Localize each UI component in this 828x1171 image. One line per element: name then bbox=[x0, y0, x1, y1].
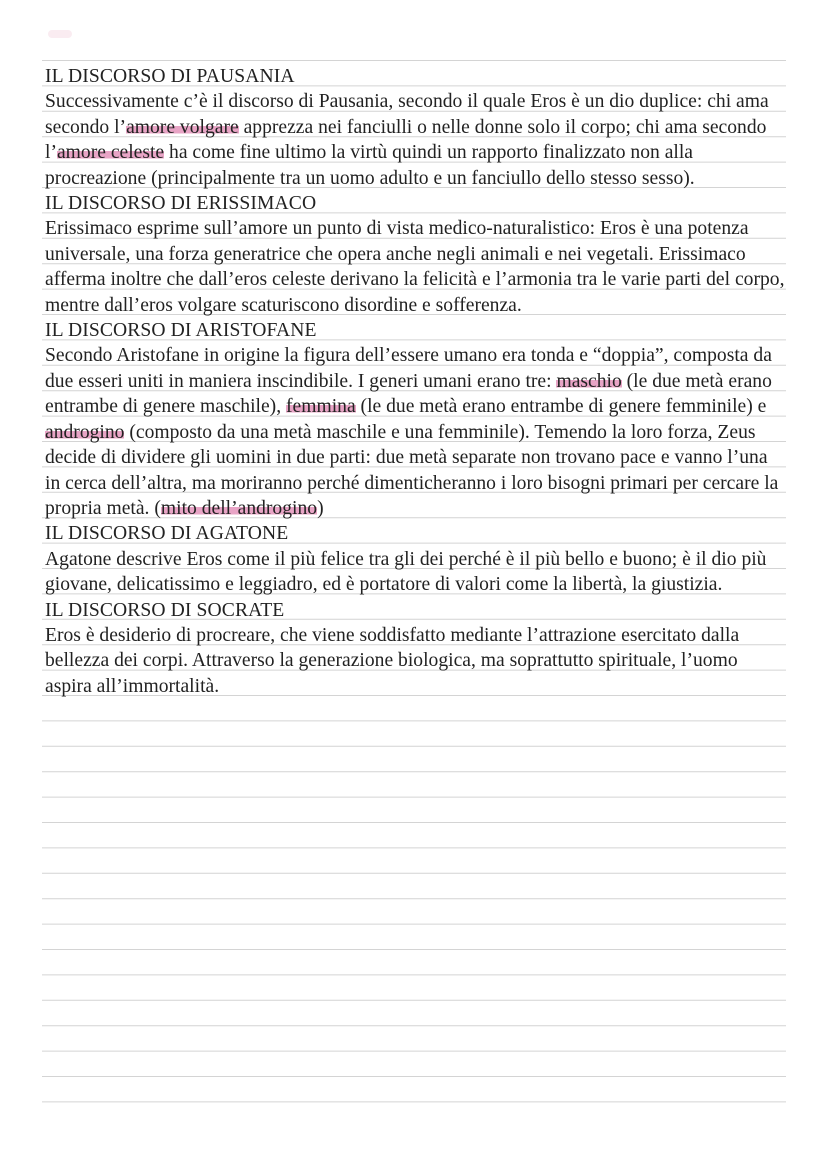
highlight-amore-celeste: amore celeste bbox=[56, 142, 165, 164]
text-segment: ) bbox=[317, 497, 324, 519]
text-segment: Successivamente c’è il discorso di Pausania, secondo il quale Eros è un dio duplice: chi ama secondo l’ bbox=[45, 91, 769, 138]
heading-agatone: IL DISCORSO DI AGATONE bbox=[45, 523, 289, 545]
highlight-androgino: androgino bbox=[45, 421, 125, 443]
text-segment: ha come fine ultimo la virtù quindi un rapporto finalizzato non alla procreazione (principalmente tra un uomo adulto e un fanciullo dello stesso sesso). bbox=[45, 142, 695, 189]
highlight-mito-androgino: mito dell’androgino bbox=[160, 497, 318, 519]
heading-aristofane: IL DISCORSO DI ARISTOFANE bbox=[45, 320, 317, 342]
notes-body bbox=[45, 64, 785, 699]
text-segment: Secondo Aristofane in origine la figura dell’essere umano era tonda e “doppia”, composta da due esseri uniti in maniera inscindibile. I generi umani erano tre: bbox=[45, 345, 772, 392]
paragraph-agatone: Agatone descrive Eros come il più felice tra gli dei perché è il più bello e buono; è il dio più giovane, delicatissimo e leggiadro, ed è portatore di valori come la libertà, la giustizia. bbox=[45, 548, 767, 596]
highlight-femmina: femmina bbox=[286, 396, 356, 418]
text-segment: (composto da una metà maschile e una femminile). Temendo la loro forza, Zeus decide di dividere gli uomini in due parti: due metà separate non trovano pace e vanno l’una in cerca dell’altra, ma moriranno perché dimenticheranno i loro bisogni primari per cercare la propria metà. ( bbox=[45, 421, 779, 519]
heading-pausania: IL DISCORSO DI PAUSANIA bbox=[45, 66, 295, 87]
heading-erissimaco: IL DISCORSO DI ERISSIMACO bbox=[45, 193, 317, 215]
paragraph-pausania bbox=[45, 89, 785, 191]
paragraph-socrate: Eros è desiderio di procreare, che viene soddisfatto mediante l’attrazione esercitato dalla bellezza dei corpi. Attraverso la generazione biologica, ma soprattutto spirituale, l’uomo aspira all’immortalità. bbox=[45, 624, 740, 697]
paragraph-erissimaco: Erissimaco esprime sull’amore un punto di vista medico-naturalistico: Eros è una potenza universale, una forza generatrice che opera anche negli animali e nei vegetali. Erissimaco afferma inoltre che dall’eros celeste derivano la felicità e l’armonia tra le varie parti del corpo, mentre dall’eros volgare scaturiscono disordine e sofferenza. bbox=[45, 218, 785, 316]
heading-socrate: IL DISCORSO DI SOCRATE bbox=[45, 599, 285, 621]
highlight-maschio: maschio bbox=[556, 370, 622, 392]
text-segment: apprezza nei fanciulli o nelle donne solo il corpo; chi ama secondo l’ bbox=[45, 116, 767, 164]
paragraph-aristofane bbox=[45, 343, 785, 521]
text-segment: (le due metà erano entrambe di genere femminile) e bbox=[355, 396, 767, 418]
text-segment: (le due metà erano entrambe di genere maschile), bbox=[45, 370, 772, 418]
highlight-amore-volgare: amore volgare bbox=[126, 116, 239, 138]
